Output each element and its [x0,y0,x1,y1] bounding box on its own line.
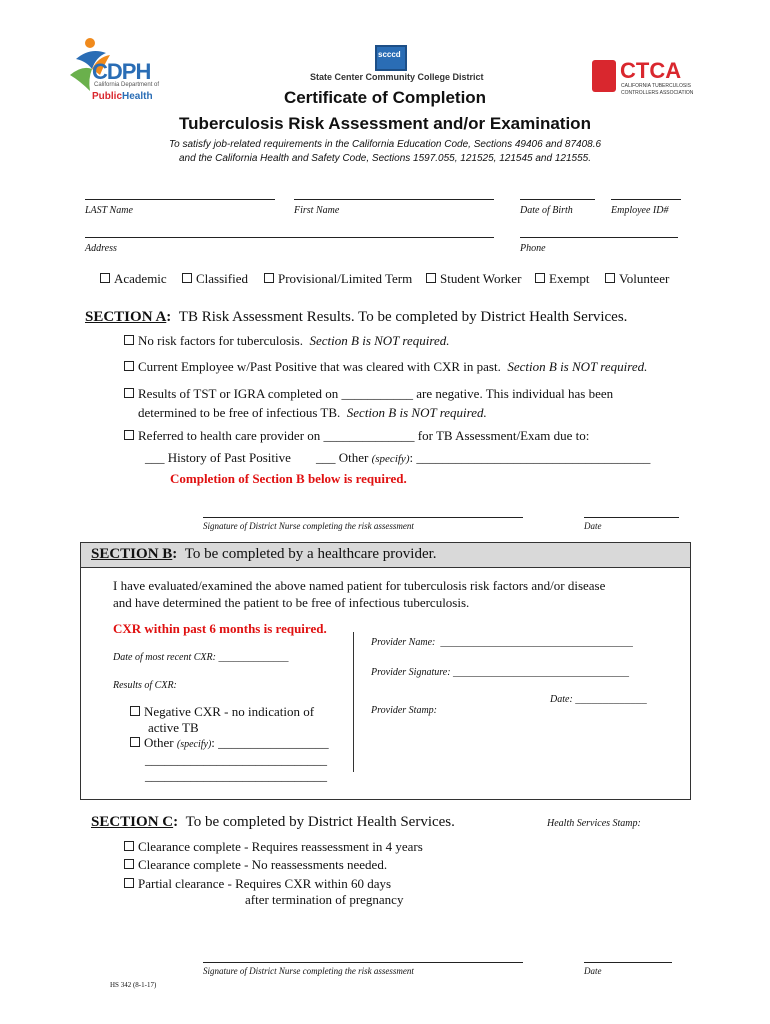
provider-name-field[interactable]: Provider Name: ___________________________________ [371,636,633,648]
last-name-label: LAST Name [85,205,133,216]
section-b-statement-1: I have evaluated/examined the above named patient for tuberculosis risk factors and/or disease [113,578,606,593]
other-cxr-option[interactable]: Other (specify): _________________ [130,735,329,751]
cxr-required-note: CXR within past 6 months is required. [113,621,327,636]
checkbox-icon[interactable] [124,361,134,371]
category-volunteer[interactable]: Volunteer [605,271,669,287]
address-field[interactable] [85,237,494,238]
phone-label: Phone [520,243,546,254]
last-name-field[interactable] [85,199,275,200]
checkbox-icon[interactable] [535,273,545,283]
category-provisional[interactable]: Provisional/Limited Term [264,271,412,287]
checkbox-icon[interactable] [182,273,192,283]
recent-cxr-label: Date of most recent CXR: ______________ [113,652,289,663]
provider-stamp-label: Provider Stamp: [371,705,438,716]
cxr-results-label: Results of CXR: [113,680,177,691]
district-logo [300,45,560,85]
first-name-field[interactable] [294,199,494,200]
provider-date-field[interactable]: Date: _____________ [550,693,647,705]
page-subtitle: Tuberculosis Risk Assessment and/or Examination [179,114,591,133]
section-a-option-3-cont: determined to be free of infectious TB. Section B is NOT required. [138,405,487,420]
employee-id-field[interactable] [611,199,681,200]
checkbox-icon[interactable] [605,273,615,283]
provider-signature-field[interactable]: Provider Signature: ________________________________ [371,666,630,678]
category-student-worker[interactable]: Student Worker [426,271,521,287]
date-field-a[interactable] [584,517,679,518]
section-a-option-1[interactable]: No risk factors for tuberculosis. Section B is NOT required. [124,333,450,349]
section-b-statement-2: and have determined the patient to be free of infectious tuberculosis. [113,595,470,610]
section-a-heading: SECTION A: TB Risk Assessment Results. To be completed by District Health Services. [85,309,628,325]
history-past-positive[interactable]: ___ History of Past Positive [145,450,291,465]
section-c-option-2[interactable]: Clearance complete - No reassessments needed. [124,857,387,873]
date-field-c[interactable] [584,962,672,963]
section-a-option-4[interactable]: Referred to health care provider on ______________ for TB Assessment/Exam due to: [124,428,589,444]
other-cxr-blank-2[interactable]: ____________________________ [145,768,327,783]
ctca-line1: CALIFORNIA TUBERCULOSIS [621,83,691,89]
form-code: HS 342 (8-1-17) [110,981,157,989]
section-b-required-note: Completion of Section B below is required. [170,471,407,486]
district-name: State Center Community College District [310,72,484,82]
other-cxr-blank-1[interactable]: ____________________________ [145,752,327,767]
checkbox-icon[interactable] [124,430,134,440]
dob-label: Date of Birth [520,205,573,216]
category-classified[interactable]: Classified [182,271,248,287]
district-mark-text: scccd [378,50,401,59]
checkbox-icon[interactable] [100,273,110,283]
checkbox-icon[interactable] [264,273,274,283]
first-name-label: First Name [294,205,340,216]
cdph-subtext: California Department of [94,82,160,88]
phone-field[interactable] [520,237,678,238]
address-label: Address [85,243,117,254]
section-b-divider [353,632,354,772]
date-label-a: Date [584,521,602,531]
section-a-option-3[interactable]: Results of TST or IGRA completed on ___________ are negative. This individual has been [124,386,613,402]
legal-note-1: To satisfy job-related requirements in the California Education Code, Sections 49406 and 87408.6 [168,139,602,150]
category-exempt[interactable]: Exempt [535,271,589,287]
cdph-letters: CDPH [92,59,151,84]
health-services-stamp-label: Health Services Stamp: [547,818,641,829]
ctca-line2: CONTROLLERS ASSOCIATION [621,90,694,96]
checkbox-icon[interactable] [124,841,134,851]
nurse-signature-label-c: Signature of District Nurse completing the risk assessment [203,966,414,976]
checkbox-icon[interactable] [130,706,140,716]
category-academic[interactable]: Academic [100,271,167,287]
other-reason[interactable]: ___ Other (specify): ____________________________________ [316,450,651,465]
employee-id-label: Employee ID# [611,205,669,216]
legal-note-2: and the California Health and Safety Code, Sections 1597.055, 121525, 121545 and 121555. [179,153,591,164]
section-a-option-2[interactable]: Current Employee w/Past Positive that was cleared with CXR in past. Section B is NOT required. [124,359,647,375]
section-b-heading: SECTION B: To be completed by a healthcare provider. [91,546,437,562]
section-c-heading: SECTION C: To be completed by District Health Services. [91,814,455,830]
checkbox-icon[interactable] [124,388,134,398]
page-title: Certificate of Completion [283,88,487,107]
date-label-c: Date [584,966,602,976]
nurse-signature-field-c[interactable] [203,962,523,963]
section-c-option-3-cont: after termination of pregnancy [245,892,404,907]
section-c-option-3[interactable]: Partial clearance - Requires CXR within 60 days [124,876,391,892]
checkbox-icon[interactable] [124,878,134,888]
checkbox-icon[interactable] [124,859,134,869]
cdph-public: PublicHealth [92,91,153,102]
dob-field[interactable] [520,199,595,200]
ctca-name: CTCA [620,58,682,83]
nurse-signature-field-a[interactable] [203,517,523,518]
checkbox-icon[interactable] [124,335,134,345]
negative-cxr-option[interactable]: Negative CXR - no indication of [130,704,314,720]
negative-cxr-option-cont: active TB [148,720,199,735]
checkbox-icon[interactable] [426,273,436,283]
checkbox-icon[interactable] [130,737,140,747]
section-c-option-1[interactable]: Clearance complete - Requires reassessment in 4 years [124,839,423,855]
nurse-signature-label-a: Signature of District Nurse completing the risk assessment [203,521,414,531]
